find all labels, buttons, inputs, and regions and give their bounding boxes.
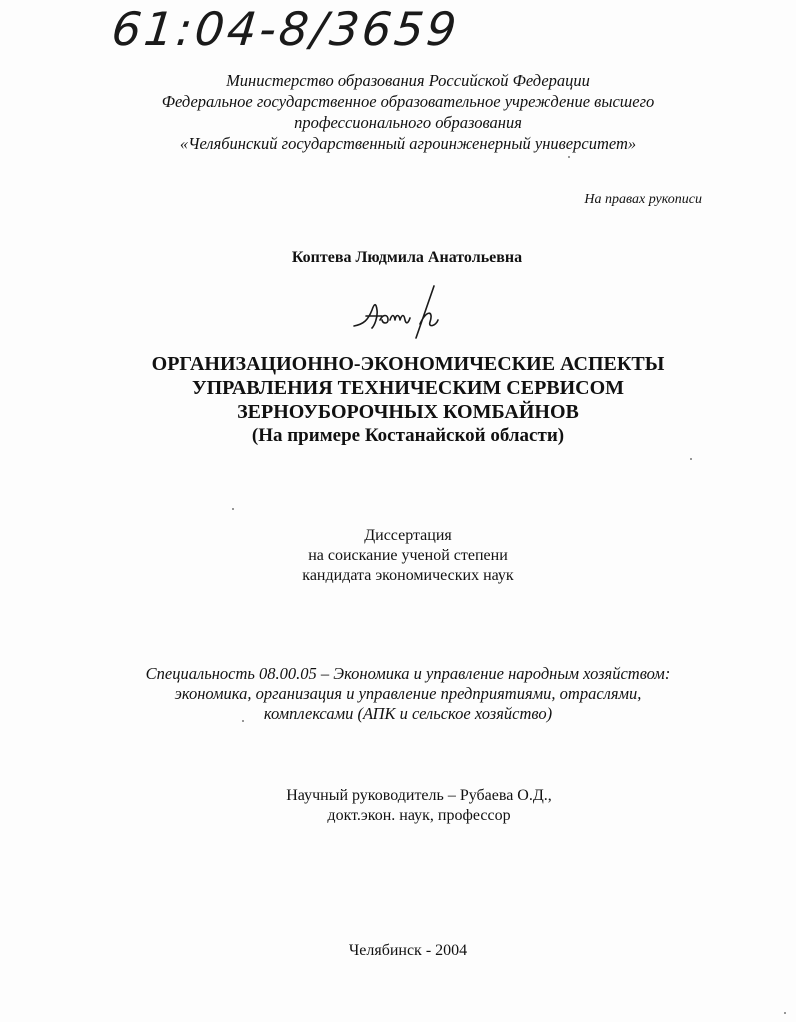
specialty-info xyxy=(110,664,706,724)
title-line: УПРАВЛЕНИЯ ТЕХНИЧЕСКИМ СЕРВИСОМ xyxy=(191,377,625,399)
title-subtitle: (На примере Костанайской области) xyxy=(251,425,565,446)
degree-info xyxy=(200,526,616,586)
scan-speck xyxy=(232,508,234,510)
author-name: Коптева Людмила Анатольевна xyxy=(291,249,523,266)
supervisor-line: докт.экон. наук, профессор xyxy=(327,807,511,824)
supervisor-line: Научный руководитель – Рубаева О.Д., xyxy=(286,787,552,804)
author-signature xyxy=(350,280,450,342)
scan-speck xyxy=(690,458,692,460)
institution-header xyxy=(100,70,716,154)
degree-line: кандидата экономических наук xyxy=(302,567,514,584)
title-line: ОРГАНИЗАЦИОННО-ЭКОНОМИЧЕСКИЕ АСПЕКТЫ xyxy=(151,353,665,375)
specialty-line: комплексами (АПК и сельское хозяйство) xyxy=(263,704,553,723)
ministry-line: Министерство образования Российской Федерации xyxy=(226,71,590,90)
specialty-line: экономика, организация и управление предприятиями, отраслями, xyxy=(174,684,642,703)
scan-speck xyxy=(242,720,244,722)
archive-code-handwritten: 61:04-8/3659 xyxy=(109,2,462,56)
supervisor-info xyxy=(200,786,638,826)
degree-line: Диссертация xyxy=(364,527,452,544)
institution-type-line-cont: профессионального образования xyxy=(294,113,522,132)
degree-line: на соискание ученой степени xyxy=(308,547,508,564)
specialty-line: Специальность 08.00.05 – Экономика и управление народным хозяйством: xyxy=(145,664,671,683)
dissertation-title xyxy=(100,352,716,448)
institution-type-line: Федеральное государственное образовательное учреждение высшего xyxy=(161,92,655,111)
university-name: «Челябинский государственный агроинженерный университет» xyxy=(179,134,637,153)
title-line: ЗЕРНОУБОРОЧНЫХ КОМБАЙНОВ xyxy=(237,401,579,423)
city-and-year: Челябинск - 2004 xyxy=(348,942,468,959)
manuscript-rights-note: На правах рукописи xyxy=(584,192,702,207)
scan-speck xyxy=(784,1012,786,1014)
scan-speck xyxy=(568,156,570,158)
